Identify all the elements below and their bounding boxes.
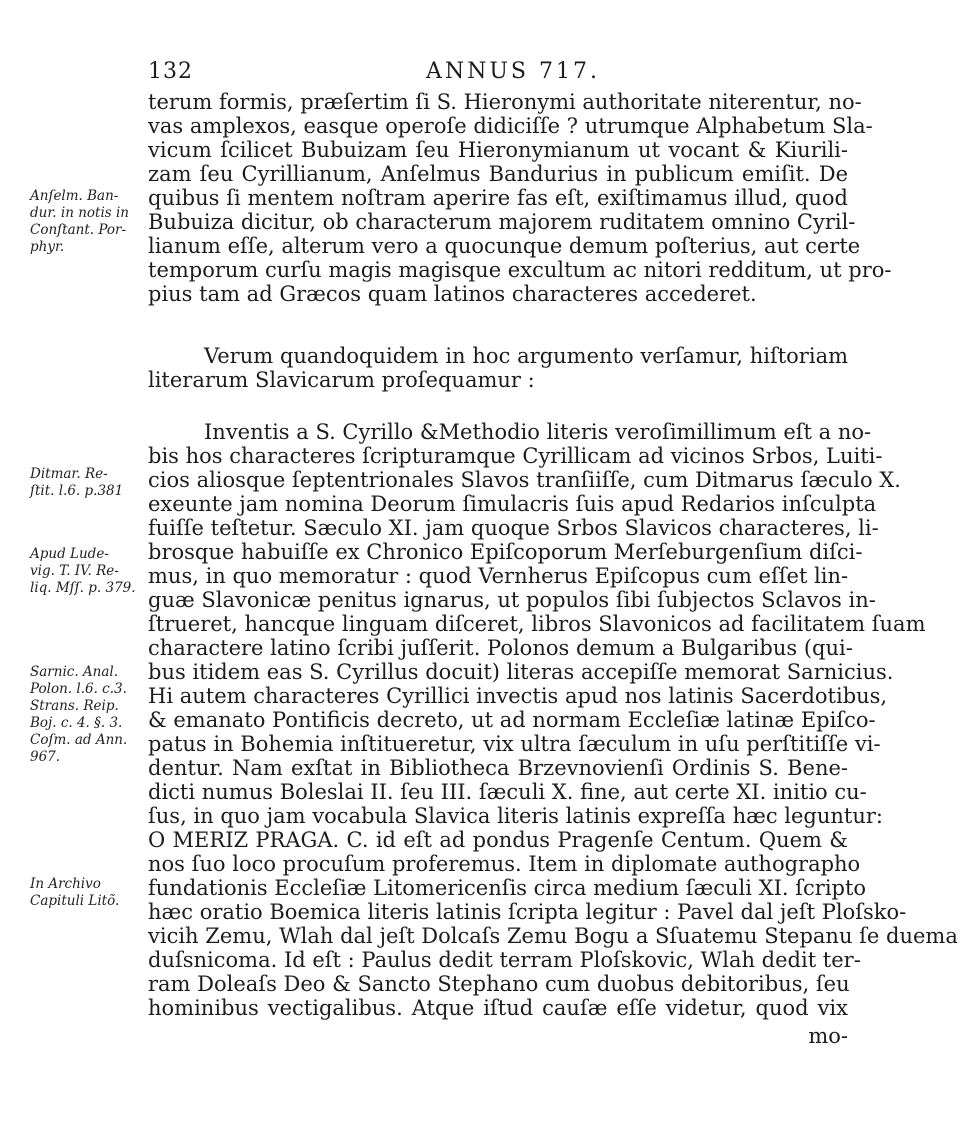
page-number: 132: [148, 59, 193, 84]
text-line: dentur. Nam exſtat in Bibliotheca Brzevnovienſi Ordinis S. Bene-: [148, 756, 848, 780]
marginal-note-line: Sarnic. Anal.: [30, 664, 119, 680]
text-line: Hi autem characteres Cyrillici invectis apud nos latinis Sacerdotibus,: [148, 684, 888, 708]
text-line: brosque habuiſſe ex Chronico Epiſcoporum Merſeburgenſium diſci-: [148, 540, 863, 564]
marginal-note-line: 967.: [30, 749, 61, 765]
text-line: hæc oratio Boemica literis latinis ſcripta legitur : Pavel dal jeſt Ploſsko-: [148, 900, 907, 924]
marginal-note-line: Conſtant. Por-: [30, 222, 127, 238]
text-line: ſtrueret, hancque linguam diſceret, libros Slavonicos ad facilitatem ſuam: [148, 612, 926, 636]
marginal-note: [30, 876, 150, 910]
marginal-note: [30, 188, 150, 256]
text-line: lianum eſſe, alterum vero a quocunque demum poſterius, aut certe: [148, 234, 861, 258]
text-line: dicti numus Boleslai II. ſeu III. ſæculi X. fine, aut certe XI. initio cu-: [148, 780, 867, 804]
text-line: temporum curſu magis magisque excultum ac nitori redditum, ut pro-: [148, 258, 892, 282]
text-line: cios aliosque ſeptentrionales Slavos tranſiiſſe, cum Ditmarus ſæculo X.: [148, 468, 901, 492]
text-line: Verum quandoquidem in hoc argumento verſamur, hiſtoriam: [204, 344, 848, 368]
text-line: bus itidem eas S. Cyrillus docuit) literas accepiſſe memorat Sarnicius.: [148, 660, 894, 684]
text-line: quibus ſi mentem noſtram aperire fas eſt, exiſtimamus illud, quod: [148, 186, 848, 210]
text-line: charactere latino ſcribi juſſerit. Polonos demum a Bulgaribus (qui-: [148, 636, 853, 660]
marginal-note: [30, 466, 150, 500]
marginal-note-line: Anſelm. Ban-: [30, 188, 119, 204]
marginal-note-line: ſtit. l.6. p.381: [30, 483, 124, 499]
marginal-note-line: vig. T. IV. Re-: [30, 563, 119, 579]
marginal-note-line: Polon. l.6. c.3.: [30, 681, 127, 697]
text-line: duſsnicoma. Id eſt : Paulus dedit terram Ploſskovic, Wlah dedit ter-: [148, 948, 861, 972]
text-line: vicum ſcilicet Bubuizam ſeu Hieronymianum ut vocant & Kiurili-: [148, 138, 848, 162]
marginal-note-line: phyr.: [30, 239, 65, 255]
text-line: fuiſſe teſtetur. Sæculo XI. jam quoque Srbos Slavicos characteres, li-: [148, 516, 879, 540]
marginal-note-line: Ditmar. Re-: [30, 466, 108, 482]
marginal-note-line: Strans. Reip.: [30, 698, 119, 714]
marginal-note-line: Apud Lude-: [30, 546, 109, 562]
text-line: patus in Bohemia inſtitueretur, vix ultra ſæculum in uſu perſtitiſſe vi-: [148, 732, 881, 756]
text-line: ram Doleaſs Deo & Sancto Stephano cum duobus debitoribus, ſeu: [148, 972, 850, 996]
text-line: & emanato Pontificis decreto, ut ad normam Eccleſiæ latinæ Epiſco-: [148, 708, 876, 732]
marginal-note-line: Capituli Litõ.: [30, 893, 120, 909]
text-line: ſus, in quo jam vocabula Slavica literis latinis expreſſa hæc leguntur:: [148, 804, 883, 828]
page-header: [148, 55, 848, 91]
text-line: O MERIZ PRAGA. C. id eſt ad pondus Pragenſe Centum. Quem &: [148, 828, 848, 852]
text-line: fundationis Eccleſiæ Litomericenſis circa medium ſæculi XI. ſcripto: [148, 876, 867, 900]
text-line: literarum Slavicarum proſequamur :: [148, 368, 535, 392]
marginal-note-line: dur. in notis in: [30, 205, 129, 221]
marginal-note-line: In Archivo: [30, 876, 101, 892]
text-line: Bubuiza dicitur, ob characterum majorem ruditatem omnino Cyril-: [148, 210, 856, 234]
marginal-note-line: Coſm. ad Ann.: [30, 732, 128, 748]
marginal-note: [30, 664, 150, 766]
text-line: pius tam ad Græcos quam latinos characteres accederet.: [148, 282, 757, 306]
catchword: mo-: [808, 1024, 848, 1048]
text-line: guæ Slavonicæ penitus ignarus, ut populos ſibi ſubjectos Sclavos in-: [148, 588, 876, 612]
text-line: bis hos characteres ſcripturamque Cyrillicam ad vicinos Srbos, Luiti-: [148, 444, 883, 468]
marginal-note: [30, 546, 150, 597]
text-line: terum formis, præſertim ſi S. Hieronymi authoritate niterentur, no-: [148, 90, 862, 114]
text-line: mus, in quo memoratur : quod Vernherus Epiſcopus cum eſſet lin-: [148, 564, 849, 588]
marginal-note-line: liq. Mſſ. p. 379.: [30, 580, 136, 596]
running-title: ANNUS 717.: [426, 59, 600, 84]
text-line: vas amplexos, easque operoſe didiciſſe ? utrumque Alphabetum Sla-: [148, 114, 873, 138]
text-line: zam ſeu Cyrillianum, Anſelmus Bandurius in publicum emiſit. De: [148, 162, 848, 186]
text-line: vicih Zemu, Wlah dal jeſt Dolcaſs Zemu Bogu a Sſuatemu Stepanu ſe duema: [148, 924, 958, 948]
text-line: Inventis a S. Cyrillo &Methodio literis veroſimillimum eſt a no-: [204, 420, 872, 444]
marginal-note-line: Boj. c. 4. §. 3.: [30, 715, 123, 731]
text-line: nos ſuo loco procuſum proferemus. Item in diplomate authographo: [148, 852, 861, 876]
text-line: exeunte jam nomina Deorum ſimulacris ſuis apud Redarios inſculpta: [148, 492, 877, 516]
text-line: hominibus vectigalibus. Atque iſtud cauſæ eſſe videtur, quod vix: [148, 996, 848, 1020]
